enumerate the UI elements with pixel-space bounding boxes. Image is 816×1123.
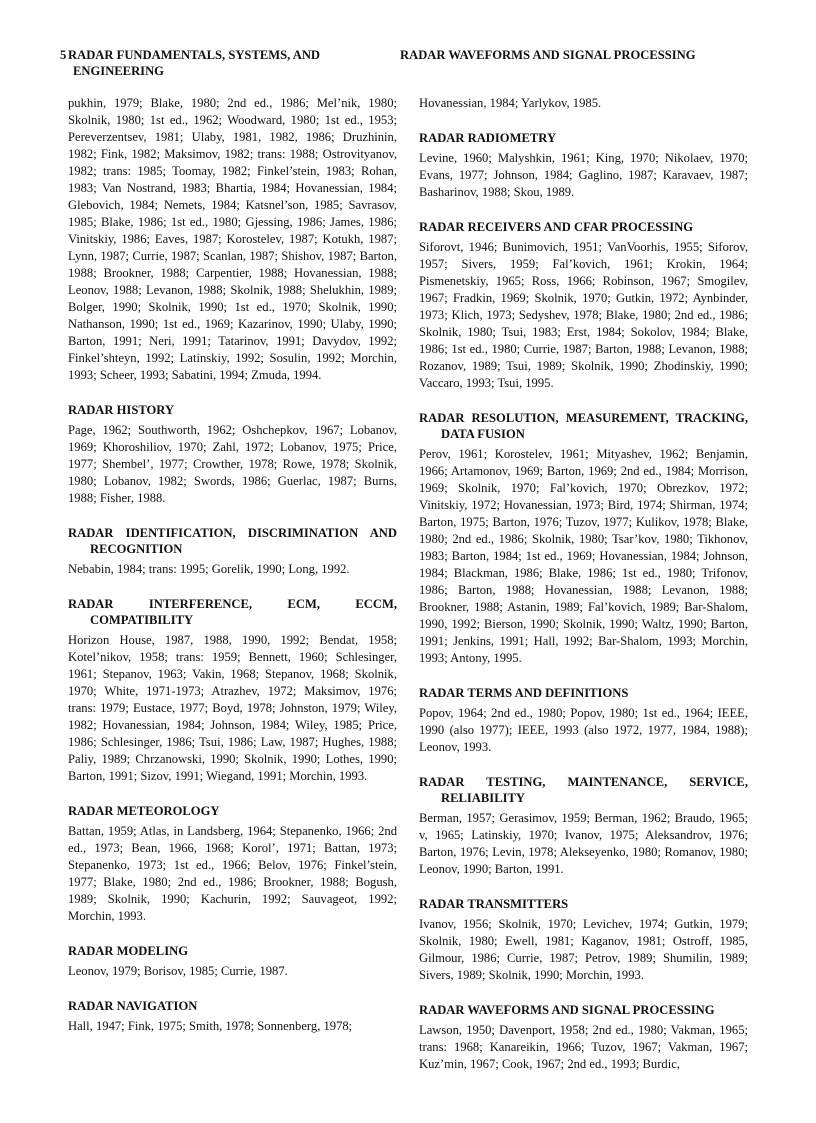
section-radar-terms xyxy=(419,685,748,756)
section-text: Perov, 1961; Korostelev, 1961; Mityashev, 1962; Benjamin, 1966; Artamonov, 1969; Barton, 1969; 2nd ed., 1984; Morrison, 1969; Skolnik, 1970; Fal’kovich, 1970; Obrezkov, 1972; Vinitskiy, 1972; Hovanessian, 1973; Bird, 1974; Shirman, 1974; Barton, 1975; Barton, 1976; Tuzov, 1977; Kulikov, 1978; Blake, 1980; 2nd ed., 1986; Skolnik, 1980; Tsar’kov, 1980; Tikhonov, 1983; Barton, 1984; 1st ed., 1969; Hovanessian, 1984; Johnson, 1984; Blackman, 1986; Blake, 1986; 1st ed., 1980; Trifonov, 1986; Barton, 1988; Hovanessian, 1988; Levanon, 1988; Brookner, 1988; Astanin, 1989; Fal’kovich, 1989; Bar-Shalom, 1990, 1992; Bierson, 1990; Skolnik, 1990; Waltz, 1990; Barton, 1991; Jenkins, 1991; Hall, 1992; Bar-Shalom, 1993; Morchin, 1993; Antony, 1995. xyxy=(419,447,748,665)
right-column xyxy=(419,95,748,1091)
page-number: 5 xyxy=(60,48,67,62)
section-radar-radiometry xyxy=(419,130,748,201)
section-heading: RADAR METEOROLOGY xyxy=(68,804,220,818)
section-radar-transmitters xyxy=(419,896,748,984)
section-heading: RADAR HISTORY xyxy=(68,403,175,417)
section-heading: RADAR MODELING xyxy=(68,944,188,958)
section-heading: RADAR TESTING, MAINTENANCE, SERVICE, RELIABILITY xyxy=(419,775,748,805)
entry-text: pukhin, 1979; Blake, 1980; 2nd ed., 1986; Mel’nik, 1980; Skolnik, 1980; 1st ed., 1962; Woodward, 1980; 1st ed., 1953; Pereverzentsev, 1981; Ulaby, 1981, 1982, 1986; Druzhinin, 1982; Fink, 1982; Maksimov, 1982; trans: 1988; Ostrovityanov, 1982; trans: 1985; Toomay, 1982; Finkel’stein, 1983; Rohan, 1983; Van Nostrand, 1983; Bhartia, 1984; Hovanessian, 1984; Glebovich, 1984; Nemets, 1984; Katsnel’son, 1985; Savrasov, 1985; Blake, 1986; 1st ed., 1980; Gjessing, 1986; James, 1986; Vinitskiy, 1986; Eaves, 1987; Korostelev, 1987; Kotukh, 1987; Lynn, 1987; Currie, 1987; Scanlan, 1987; Shishov, 1987; Barton, 1988; Brookner, 1988; Carpentier, 1988; Hovanessian, 1988; Leonov, 1988; Levanon, 1988; Skolnik, 1988; Shelukhin, 1989; Bolger, 1990; Skolnik, 1990; 1st ed., 1970; Skolnik, 1990; Nathanson, 1990; 1st ed., 1969; Kazarinov, 1990; Ulaby, 1990; Barton, 1991; Neri, 1991; Tatarinov, 1991; Davydov, 1992; Finkel’shteyn, 1992; Latinskiy, 1992; Sosulin, 1992; Morchin, 1993; Scheer, 1993; Sabatini, 1994; Zmuda, 1994. xyxy=(68,96,397,382)
left-column xyxy=(68,95,397,1053)
section-text: Leonov, 1979; Borisov, 1985; Currie, 1987. xyxy=(68,964,288,978)
page-header xyxy=(60,47,748,83)
section-text: Nebabin, 1984; trans: 1995; Gorelik, 1990; Long, 1992. xyxy=(68,562,350,576)
section-radar-receivers xyxy=(419,219,748,392)
section-heading: RADAR RADIOMETRY xyxy=(419,131,557,145)
section-text: Popov, 1964; 2nd ed., 1980; Popov, 1980; 1st ed., 1964; IEEE, 1990 (also 1977); IEEE, 1993 (also 1972, 1977, 1984, 1988); Leonov, 1993. xyxy=(419,706,748,754)
section-text: Siforovt, 1946; Bunimovich, 1951; VanVoorhis, 1955; Siforov, 1957; Sivers, 1959; Fal’kovich, 1961; Krokin, 1964; Pismenetskiy, 1965; Ross, 1966; Robinson, 1967; Smogilev, 1967; Fradkin, 1969; Skolnik, 1970; Gutkin, 1972; Aynbinder, 1973; Klich, 1973; Sedyshev, 1978; Blake, 1980; 2nd ed., 1986; Skolnik, 1980; Tsui, 1983; Erst, 1984; Sokolov, 1984; Blake, 1986; 1st ed., 1980; Currie, 1987; Barton, 1988; Levanon, 1988; Rozanov, 1989; Tsui, 1989; Skolnik, 1990; Zhodinskiy, 1990; Vaccaro, 1993; Tsui, 1995. xyxy=(419,240,748,390)
section-heading: RADAR RESOLUTION, MEASUREMENT, TRACKING, DATA FUSION xyxy=(419,411,748,441)
running-title-left-line1: RADAR FUNDAMENTALS, SYSTEMS, AND xyxy=(68,48,321,62)
section-heading: RADAR IDENTIFICATION, DISCRIMINATION AND RECOGNITION xyxy=(68,526,397,556)
section-text: Hall, 1947; Fink, 1975; Smith, 1978; Sonnenberg, 1978; xyxy=(68,1019,353,1033)
section-text: Page, 1962; Southworth, 1962; Oshchepkov, 1967; Lobanov, 1969; Khoroshiliov, 1970; Zahl, 1972; Lobanov, 1975; Price, 1977; Shembel’, 1977; Crowther, 1978; Rowe, 1978; Skolnik, 1980; Lobanov, 1982; Swords, 1986; Guerlac, 1987; Burns, 1988; Fisher, 1988. xyxy=(68,423,397,505)
section-radar-testing xyxy=(419,774,748,878)
continuation-entry xyxy=(419,95,748,112)
running-title-left-line2: ENGINEERING xyxy=(73,64,164,78)
running-title-right: RADAR WAVEFORMS AND SIGNAL PROCESSING xyxy=(400,48,696,62)
section-radar-waveforms xyxy=(419,1002,748,1073)
section-heading: RADAR NAVIGATION xyxy=(68,999,198,1013)
continuation-entry xyxy=(68,95,397,384)
section-radar-identification xyxy=(68,525,397,578)
section-radar-navigation xyxy=(68,998,397,1035)
section-text: Horizon House, 1987, 1988, 1990, 1992; Bendat, 1958; Kotel’nikov, 1958; trans: 1959; Bennett, 1960; Schlesinger, 1961; Stepanov, 1963; Vakin, 1968; Stepanov, 1968; Skolnik, 1970; White, 1971-1973; Atrazhev, 1972; Maksimov, 1976; trans: 1979; Eustace, 1977; Boyd, 1978; Johnston, 1979; Wiley, 1982; Hovanessian, 1984; Johnson, 1984; Wiley, 1985; Price, 1986; Schlesinger, 1986; Tsui, 1986; Law, 1987; Hughes, 1988; Paliy, 1989; Chrzanowski, 1990; Skolnik, 1990; Lothes, 1990; Barton, 1991; Sizov, 1991; Wiegand, 1991; Morchin, 1993. xyxy=(68,633,397,783)
section-heading: RADAR RECEIVERS AND CFAR PROCESSING xyxy=(419,220,694,234)
section-radar-meteorology xyxy=(68,803,397,925)
section-heading: RADAR TERMS AND DEFINITIONS xyxy=(419,686,629,700)
section-radar-resolution xyxy=(419,410,748,667)
section-text: Lawson, 1950; Davenport, 1958; 2nd ed., 1980; Vakman, 1965; trans: 1968; Kanareikin, 1966; Tuzov, 1967; Vakman, 1967; Kuz’min, 1967; Cook, 1967; 2nd ed., 1993; Burdic, xyxy=(419,1023,748,1071)
running-title-left xyxy=(60,47,368,79)
section-radar-history xyxy=(68,402,397,507)
section-heading: RADAR INTERFERENCE, ECM, ECCM, COMPATIBILITY xyxy=(68,597,397,627)
entry-text: Hovanessian, 1984; Yarlykov, 1985. xyxy=(419,96,602,110)
section-text: Levine, 1960; Malyshkin, 1961; King, 1970; Nikolaev, 1970; Evans, 1977; Johnson, 1984; Gaglino, 1987; Karavaev, 1987; Basharinov, 1988; Skou, 1989. xyxy=(419,151,748,199)
section-text: Battan, 1959; Atlas, in Landsberg, 1964; Stepanenko, 1966; 2nd ed., 1973; Bean, 1966, 1968; Korol’, 1971; Battan, 1973; Stepanenko, 1973; 1st ed., 1966; Belov, 1976; Finkel’stein, 1977; Blake, 1980; 2nd ed., 1986; Brookner, 1988; Bogush, 1989; Skolnik, 1990; Kachurin, 1992; Sauvageot, 1992; Morchin, 1993. xyxy=(68,824,397,923)
section-radar-interference xyxy=(68,596,397,785)
section-heading: RADAR TRANSMITTERS xyxy=(419,897,569,911)
section-radar-modeling xyxy=(68,943,397,980)
section-heading: RADAR WAVEFORMS AND SIGNAL PROCESSING xyxy=(419,1003,715,1017)
section-text: Berman, 1957; Gerasimov, 1959; Berman, 1962; Braudo, 1965; v, 1965; Latinskiy, 1970; Ivanov, 1975; Aleksandrov, 1976; Barton, 1976; Levin, 1978; Alekseyenko, 1980; Romanov, 1980; Leonov, 1990; Barton, 1991. xyxy=(419,811,748,876)
section-text: Ivanov, 1956; Skolnik, 1970; Levichev, 1974; Gutkin, 1979; Skolnik, 1980; Ewell, 1981; Kaganov, 1981; Ostroff, 1985, Gilmour, 1986; Currie, 1987; Petrov, 1989; Shumilin, 1989; Sivers, 1989; Skolnik, 1990; Morchin, 1993. xyxy=(419,917,748,982)
